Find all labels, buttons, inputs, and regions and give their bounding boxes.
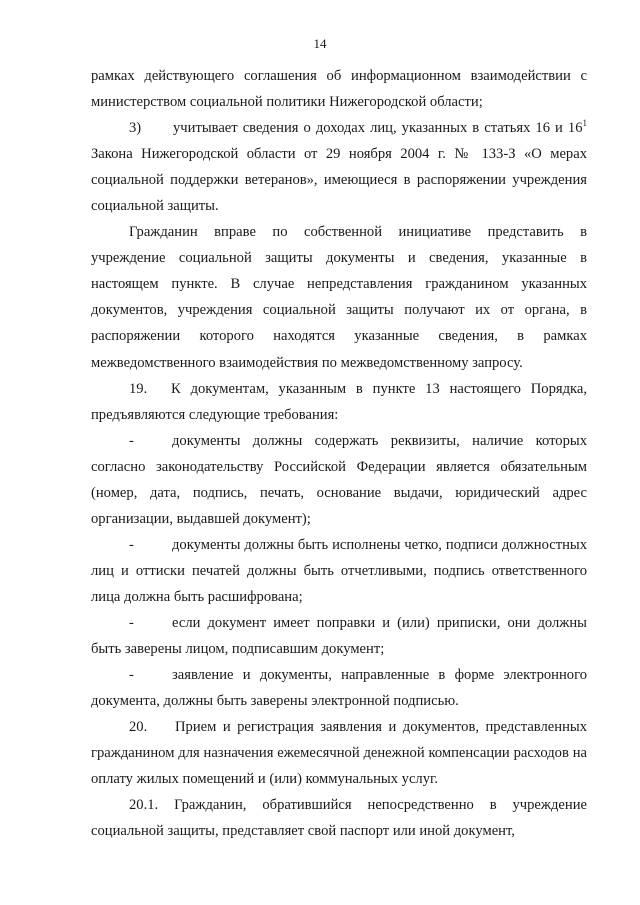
requirement-text: заявление и документы, направленные в форме электронного документа, должны быть заверены электронной подписью. [91, 667, 587, 710]
page-number: 14 [313, 36, 327, 51]
item-20-1-number: 20.1. [129, 797, 159, 814]
requirement-item [91, 610, 587, 662]
requirement-item [91, 662, 587, 714]
item-19-text: К документам, указанным в пункте 13 настоящего Порядка, предъявляются следующие требования: [91, 380, 587, 423]
requirement-text: документы должны быть исполнены четко, подписи должностных лиц и оттиски печатей должны быть отчетливыми, подпись ответственного лица должна быть расшифрована; [91, 536, 587, 605]
item-20-text: Прием и регистрация заявления и документов, представленных гражданином для назначения ежемесячной денежной компенсации расходов на оплату жилых помещений и (или) коммунальных услуг. [91, 719, 587, 788]
item-3-superscript: 1 [582, 118, 587, 129]
item-19 [91, 376, 587, 428]
item-20 [91, 714, 587, 792]
dash-marker: - [129, 432, 134, 449]
item-20-1 [91, 792, 587, 844]
document-body [91, 63, 587, 844]
item-20-1-text: Гражданин, обратившийся непосредственно в учреждение социальной защиты, представляет свой паспорт или иной документ, [91, 797, 587, 840]
requirement-item [91, 428, 587, 532]
item-3-text-after-sup: Закона Нижегородской области от 29 ноября 2004 г. № 133-З «О мерах социальной поддержки ветеранов», имеющиеся в распоряжении учреждения социальной защиты. [91, 146, 587, 215]
item-3-text-before-sup: учитывает сведения о доходах лиц, указанных в статьях 16 и 16 [173, 120, 583, 137]
paragraph-citizen-right: Гражданин вправе по собственной инициативе представить в учреждение социальной защиты документы и сведения, указанные в настоящем пункте. В случае непредставления гражданином указанных документов, учреждения социальной защиты получают их от органа, в распоряжении которого находятся указанные сведения, в рамках межведомственного взаимодействия по межведомственному запросу. [91, 224, 587, 371]
requirement-text: если документ имеет поправки и (или) приписки, они должны быть заверены лицом, подписавшим документ; [91, 614, 587, 658]
dash-marker: - [129, 536, 134, 553]
item-3-number: 3) [129, 120, 142, 137]
requirement-item [91, 532, 587, 610]
dash-marker: - [129, 614, 134, 631]
item-20-number: 20. [129, 719, 148, 736]
item-3 [91, 115, 587, 219]
requirement-text: документы должны содержать реквизиты, наличие которых согласно законодательству Российской Федерации является обязательным (номер, дата, подпись, печать, основание выдачи, юридический адрес организации, выдавшей документ); [91, 432, 587, 527]
item-19-number: 19. [129, 380, 148, 397]
paragraph-continuation: рамках действующего соглашения об информационном взаимодействии с министерством социальной политики Нижегородской области; [91, 68, 587, 111]
dash-marker: - [129, 667, 134, 684]
